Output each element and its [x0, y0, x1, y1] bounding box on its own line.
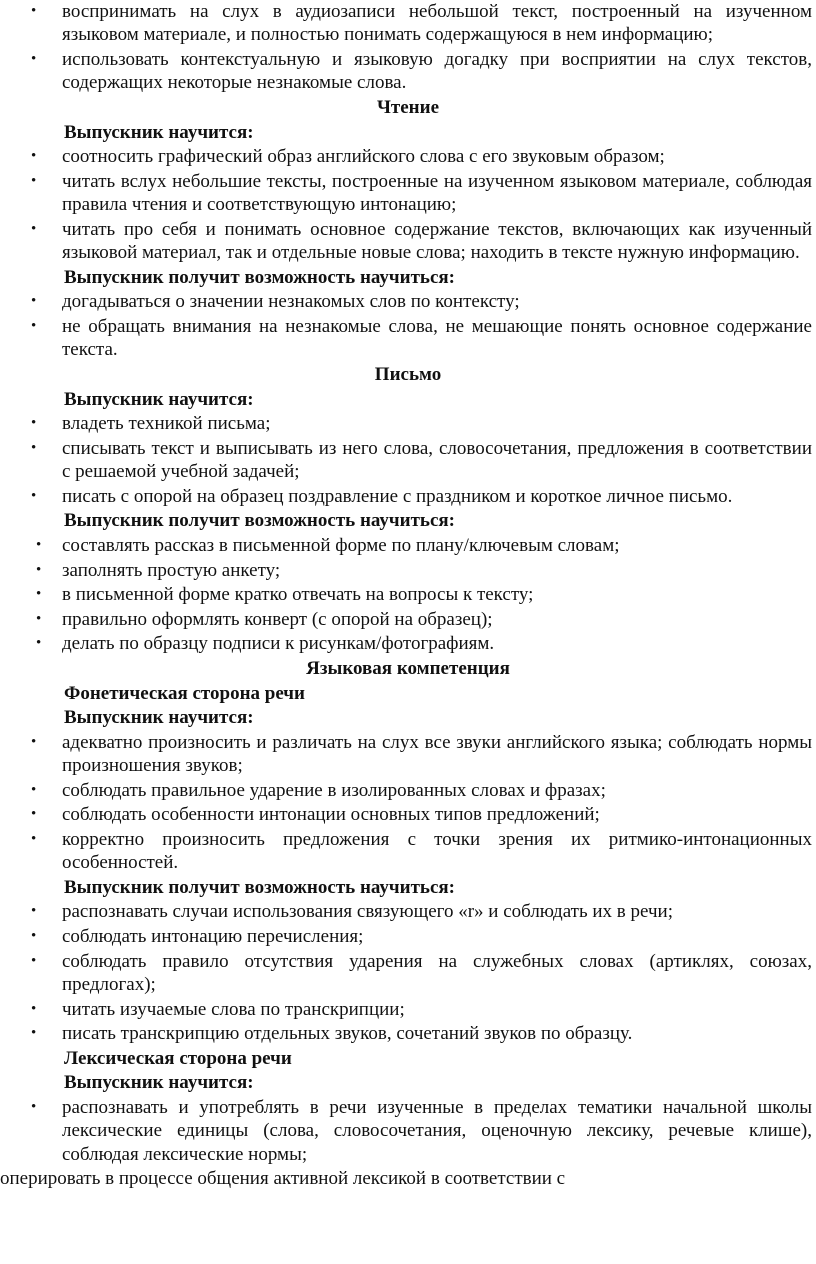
list-item: • соблюдать правило отсутствия ударения на служебных словах (артиклях, союзах, предлогах);	[0, 950, 816, 997]
list-item: • читать изучаемые слова по транскрипции;	[0, 998, 816, 1021]
list-item: • писать транскрипцию отдельных звуков, сочетаний звуков по образцу.	[0, 1022, 816, 1045]
list-item: • правильно оформлять конверт (с опорой на образец);	[0, 608, 816, 631]
trailing-line: оперировать в процессе общения активной лексикой в соответствии с	[0, 1168, 566, 1190]
list-item: • читать вслух небольшие тексты, построенные на изученном языковом материале, соблюдая правила чтения и соответствующую интонацию;	[0, 170, 816, 217]
list-item: • распознавать и употреблять в речи изученные в пределах тематики начальной школы лексические единицы (слова, словосочетания, оценочную лексику, речевые клише), соблюдая лексические нормы;	[0, 1096, 816, 1166]
list-item: • воспринимать на слух в аудиозаписи небольшой текст, построенный на изученном языковом материале, и полностью понимать содержащуюся в нем информацию;	[0, 0, 816, 47]
section-title-language: Языковая компетенция	[306, 657, 510, 679]
subheading-learns: Выпускник научится:	[64, 121, 254, 143]
list-item: • списывать текст и выписывать из него слова, словосочетания, предложения в соответствии с решаемой учебной задачей;	[0, 437, 816, 484]
list-item: • соблюдать особенности интонации основных типов предложений;	[0, 803, 816, 826]
subheading-lexical: Лексическая сторона речи	[64, 1047, 292, 1069]
list-item: • догадываться о значении незнакомых слов по контексту;	[0, 290, 816, 313]
subheading-can-learn: Выпускник получит возможность научиться:	[64, 876, 456, 898]
list-item: • не обращать внимания на незнакомые слова, не мешающие понять основное содержание текста.	[0, 315, 816, 362]
subheading-learns: Выпускник научится:	[64, 707, 254, 729]
list-item: • соблюдать интонацию перечисления;	[0, 925, 816, 948]
subheading-can-learn: Выпускник получит возможность научиться:	[64, 266, 456, 288]
list-item: • корректно произносить предложения с точки зрения их ритмико-интонационных особенностей.	[0, 828, 816, 875]
list-item: • использовать контекстуальную и языковую догадку при восприятии на слух текстов, содержащих некоторые незнакомые слова.	[0, 48, 816, 95]
subheading-learns: Выпускник научится:	[64, 1072, 254, 1094]
list-item: • составлять рассказ в письменной форме по плану/ключевым словам;	[0, 534, 816, 557]
subheading-learns: Выпускник научится:	[64, 388, 254, 410]
list-item: • соотносить графический образ английского слова с его звуковым образом;	[0, 145, 816, 168]
list-item: • читать про себя и понимать основное содержание текстов, включающих как изученный языковой материал, так и отдельные новые слова; находить в тексте нужную информацию.	[0, 218, 816, 265]
list-item: • в письменной форме кратко отвечать на вопросы к тексту;	[0, 583, 816, 606]
list-item: • распознавать случаи использования связующего «r» и соблюдать их в речи;	[0, 900, 816, 923]
list-item: • писать с опорой на образец поздравление с праздником и короткое личное письмо.	[0, 485, 816, 508]
section-title-reading: Чтение	[376, 97, 440, 118]
subheading-phonetic: Фонетическая сторона речи	[64, 682, 305, 704]
subheading-can-learn: Выпускник получит возможность научиться:	[64, 510, 456, 532]
list-item: • адекватно произносить и различать на слух все звуки английского языка; соблюдать нормы произношения звуков;	[0, 731, 816, 778]
list-item: • заполнять простую анкету;	[0, 559, 816, 582]
section-title-writing: Письмо	[374, 363, 442, 385]
list-item: • владеть техникой письма;	[0, 412, 816, 435]
list-item: • соблюдать правильное ударение в изолированных словах и фразах;	[0, 779, 816, 802]
list-item: • делать по образцу подписи к рисункам/фотографиям.	[0, 632, 816, 655]
